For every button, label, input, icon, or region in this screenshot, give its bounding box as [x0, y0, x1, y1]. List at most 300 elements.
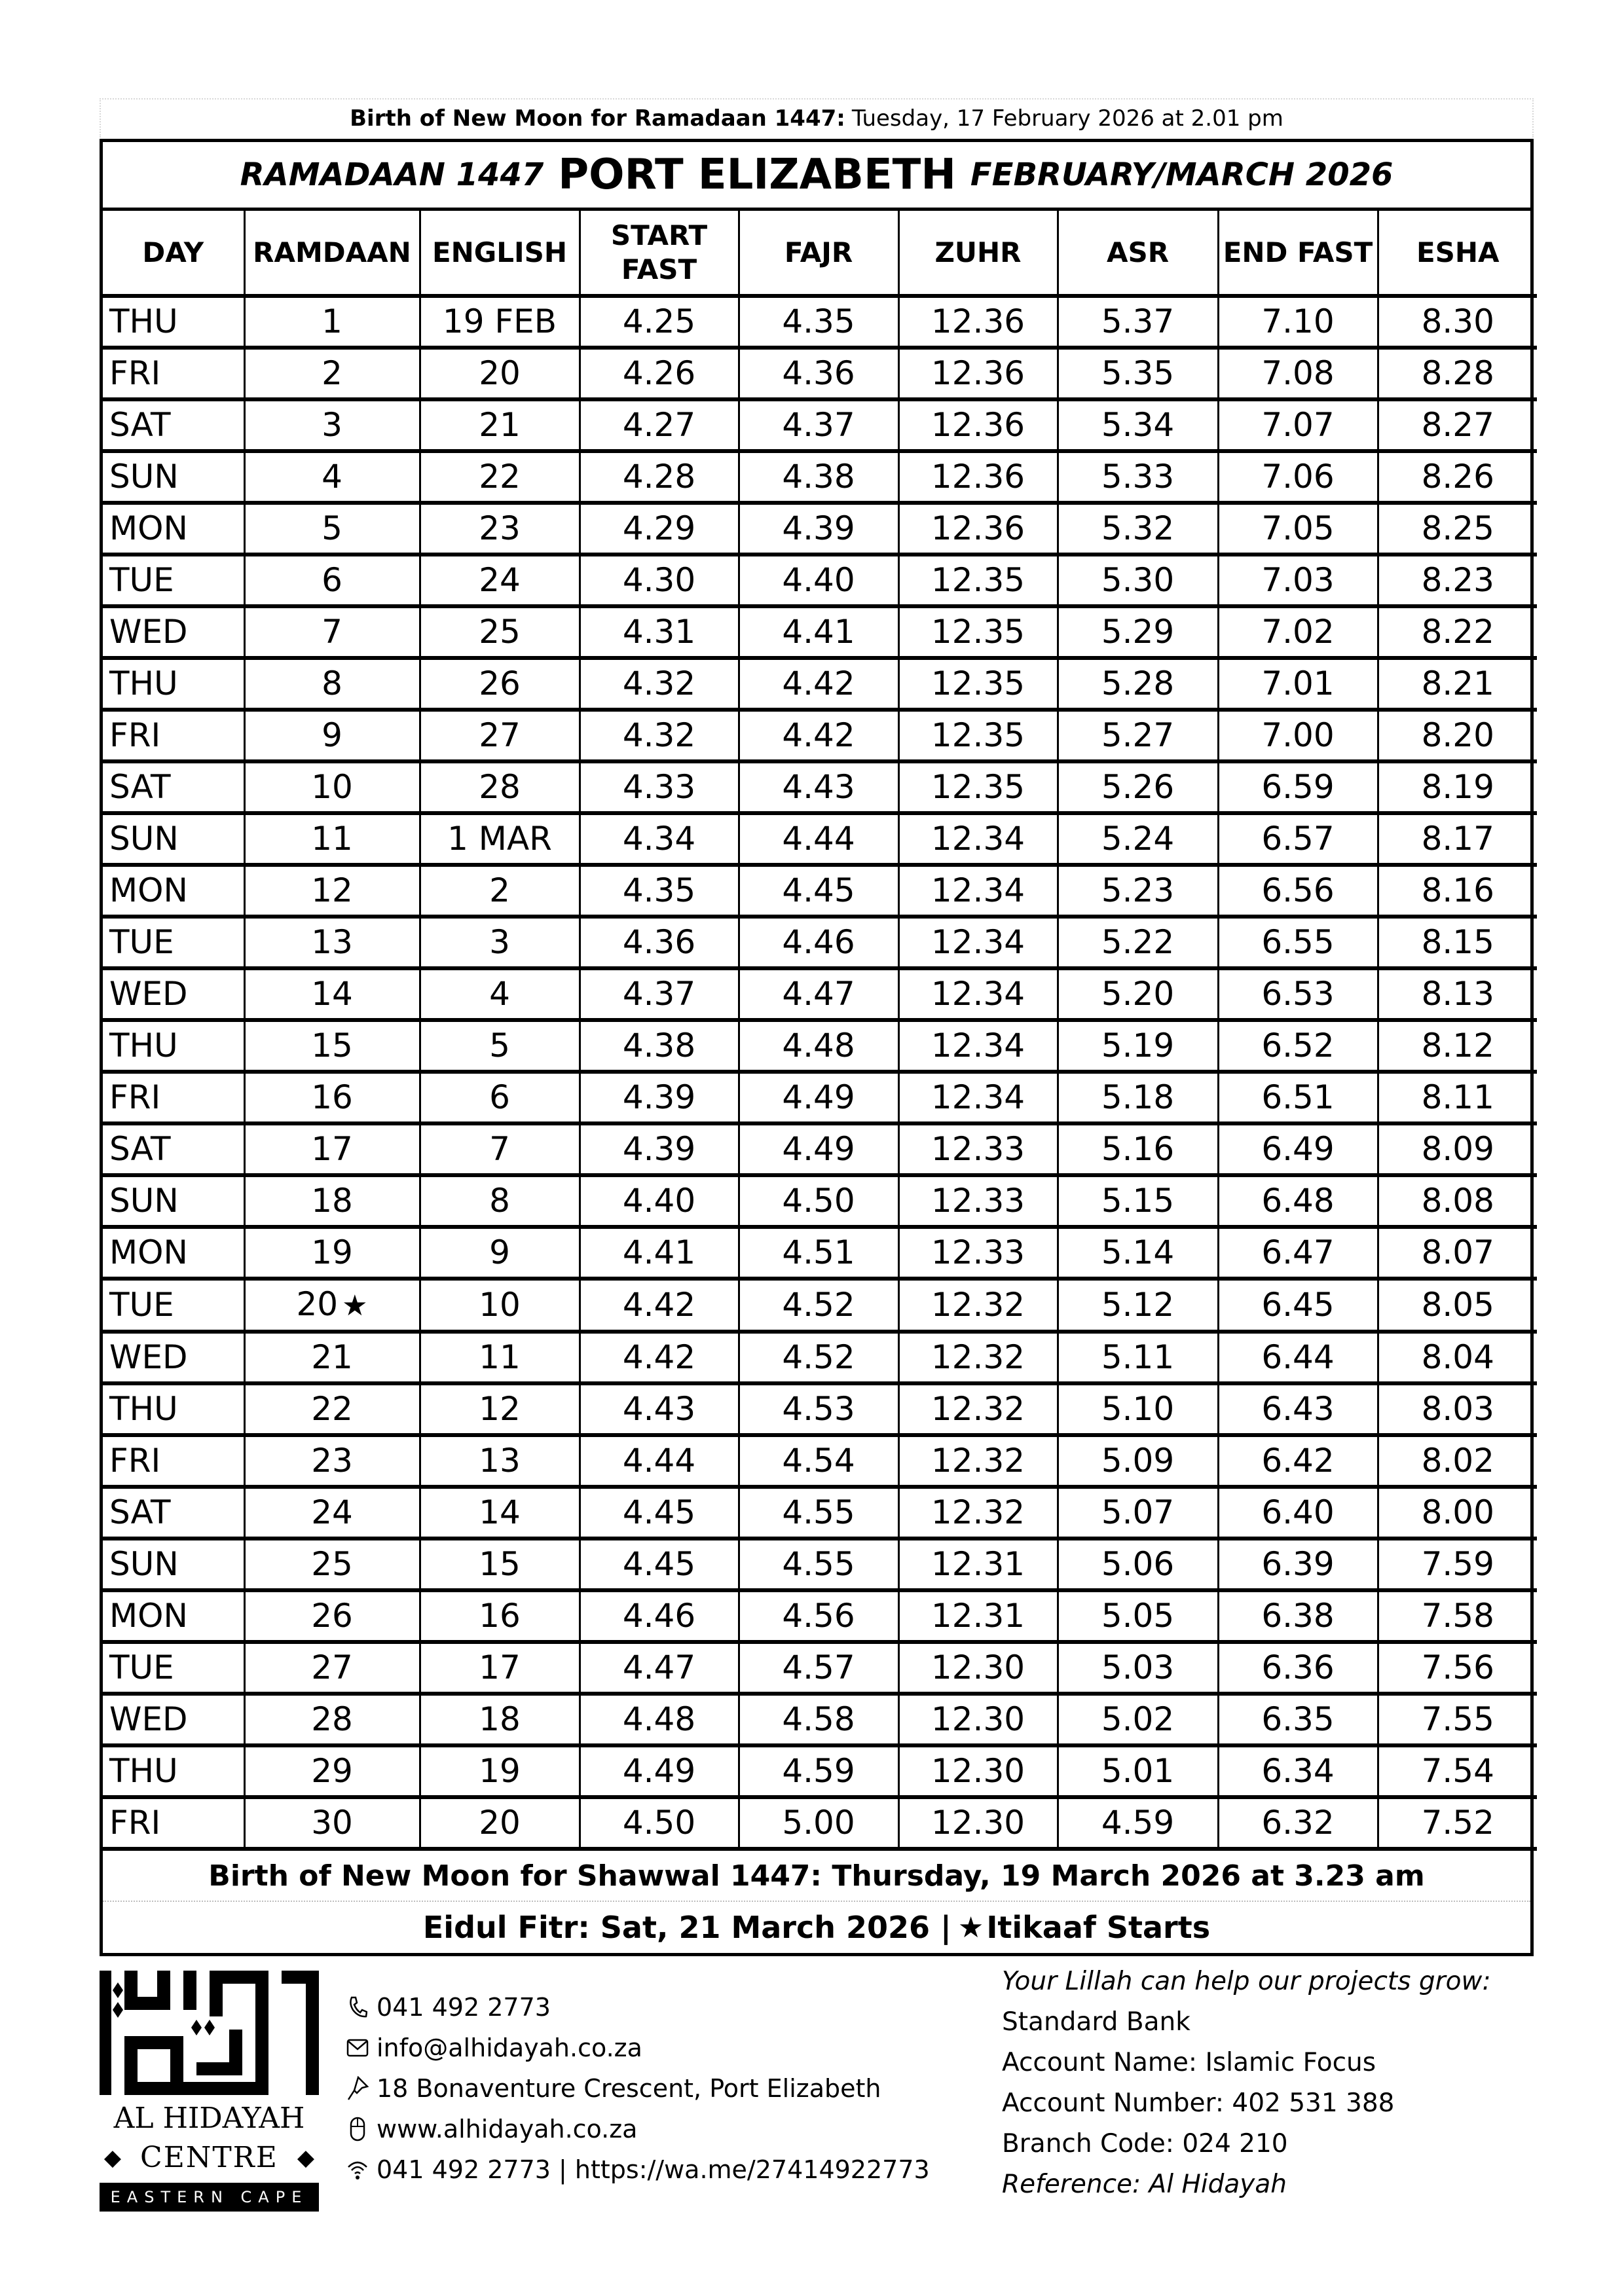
end-fast-cell: 6.44: [1218, 1332, 1378, 1383]
phone-icon: [344, 1994, 371, 2020]
day-cell: SUN: [103, 1175, 244, 1227]
start-fast-cell: 4.40: [580, 1175, 739, 1227]
end-fast-cell: 7.01: [1218, 658, 1378, 710]
zuhr-cell: 12.34: [898, 968, 1058, 1020]
day-cell: SUN: [103, 1539, 244, 1590]
fajr-cell: 4.51: [739, 1227, 898, 1279]
english-date-cell: 24: [420, 555, 580, 606]
end-fast-cell: 7.06: [1218, 451, 1378, 503]
ramadaan-day-cell: 25: [244, 1539, 420, 1590]
asr-cell: 5.12: [1058, 1279, 1218, 1332]
english-date-cell: 21: [420, 399, 580, 451]
start-fast-cell: 4.50: [580, 1797, 739, 1849]
esha-cell: 7.58: [1378, 1590, 1537, 1642]
start-fast-cell: 4.43: [580, 1383, 739, 1435]
logo-name-line1: AL HIDAYAH: [113, 2102, 305, 2135]
english-date-cell: 8: [420, 1175, 580, 1227]
asr-cell: 5.23: [1058, 865, 1218, 917]
al-hidayah-logo: [100, 1971, 319, 2219]
column-header: ASR: [1058, 211, 1218, 296]
esha-cell: 8.21: [1378, 658, 1537, 710]
ramadaan-day-cell: 17: [244, 1123, 420, 1175]
end-fast-cell: 7.03: [1218, 555, 1378, 606]
table-row: [103, 1279, 1537, 1332]
zuhr-cell: 12.30: [898, 1642, 1058, 1694]
end-fast-cell: 7.08: [1218, 348, 1378, 399]
asr-cell: 5.14: [1058, 1227, 1218, 1279]
bank-account-name: Account Name: Islamic Focus: [1002, 2047, 1376, 2077]
zuhr-cell: 12.33: [898, 1123, 1058, 1175]
end-fast-cell: 6.36: [1218, 1642, 1378, 1694]
table-row: [103, 658, 1537, 710]
zuhr-cell: 12.32: [898, 1383, 1058, 1435]
table-row: [103, 1642, 1537, 1694]
contact-whatsapp[interactable]: [344, 2149, 972, 2190]
asr-cell: 5.35: [1058, 348, 1218, 399]
table-row: [103, 296, 1537, 348]
english-date-cell: 6: [420, 1072, 580, 1123]
table-row: [103, 1332, 1537, 1383]
english-date-cell: 28: [420, 761, 580, 813]
fajr-cell: 4.42: [739, 710, 898, 761]
zuhr-cell: 12.34: [898, 813, 1058, 865]
end-fast-cell: 6.42: [1218, 1435, 1378, 1487]
end-fast-cell: 6.35: [1218, 1694, 1378, 1745]
contact-list: [344, 1987, 972, 2190]
zuhr-cell: 12.32: [898, 1435, 1058, 1487]
fajr-cell: 4.47: [739, 968, 898, 1020]
day-cell: MON: [103, 865, 244, 917]
zuhr-cell: 12.35: [898, 555, 1058, 606]
diamond-icon: ◆: [297, 2145, 315, 2171]
zuhr-cell: 12.36: [898, 451, 1058, 503]
ramadaan-day-cell: 21: [244, 1332, 420, 1383]
end-fast-cell: 6.34: [1218, 1745, 1378, 1797]
asr-cell: 5.19: [1058, 1020, 1218, 1072]
start-fast-cell: 4.45: [580, 1487, 739, 1539]
email-icon: [344, 2035, 371, 2061]
bank-account-number: Account Number: 402 531 388: [1002, 2088, 1395, 2118]
fajr-cell: 4.50: [739, 1175, 898, 1227]
day-cell: SAT: [103, 1487, 244, 1539]
end-fast-cell: 6.48: [1218, 1175, 1378, 1227]
english-date-cell: 14: [420, 1487, 580, 1539]
start-fast-cell: 4.41: [580, 1227, 739, 1279]
esha-cell: 8.30: [1378, 296, 1537, 348]
column-header: ZUHR: [898, 211, 1058, 296]
end-fast-cell: 6.39: [1218, 1539, 1378, 1590]
ramadaan-moon-note: [100, 98, 1534, 137]
title-hijri: RAMADAAN 1447: [240, 156, 544, 193]
ramadaan-day-cell: [244, 1279, 420, 1332]
esha-cell: 8.19: [1378, 761, 1537, 813]
day-cell: THU: [103, 1383, 244, 1435]
end-fast-cell: 6.52: [1218, 1020, 1378, 1072]
star-icon: ★: [957, 1910, 984, 1944]
ramadaan-day-cell: 24: [244, 1487, 420, 1539]
table-row: [103, 917, 1537, 968]
day-cell: MON: [103, 1590, 244, 1642]
esha-cell: 8.23: [1378, 555, 1537, 606]
asr-cell: 5.28: [1058, 658, 1218, 710]
logo-region: EASTERN CAPE: [100, 2183, 319, 2212]
star-icon: ★: [342, 1289, 368, 1322]
zuhr-cell: 12.34: [898, 917, 1058, 968]
start-fast-cell: 4.26: [580, 348, 739, 399]
day-cell: WED: [103, 1694, 244, 1745]
end-fast-cell: 7.00: [1218, 710, 1378, 761]
ramadaan-day-cell: 5: [244, 503, 420, 555]
column-header: ENGLISH: [420, 211, 580, 296]
table-row: [103, 865, 1537, 917]
zuhr-cell: 12.30: [898, 1797, 1058, 1849]
asr-cell: 5.03: [1058, 1642, 1218, 1694]
esha-cell: 8.12: [1378, 1020, 1537, 1072]
table-row: [103, 1123, 1537, 1175]
table-row: [103, 968, 1537, 1020]
fajr-cell: 4.38: [739, 451, 898, 503]
esha-cell: 8.05: [1378, 1279, 1537, 1332]
bank-branch-code: Branch Code: 024 210: [1002, 2128, 1288, 2159]
day-cell: THU: [103, 296, 244, 348]
fajr-cell: 4.53: [739, 1383, 898, 1435]
fajr-cell: 4.37: [739, 399, 898, 451]
start-fast-cell: 4.38: [580, 1020, 739, 1072]
ramadaan-day-cell: 9: [244, 710, 420, 761]
column-header: START FAST: [580, 211, 739, 296]
english-date-cell: 4: [420, 968, 580, 1020]
table-row: [103, 1072, 1537, 1123]
day-cell: FRI: [103, 1435, 244, 1487]
english-date-cell: 1 MAR: [420, 813, 580, 865]
day-cell: SAT: [103, 1123, 244, 1175]
table-row: [103, 1539, 1537, 1590]
ramadaan-day-cell: 12: [244, 865, 420, 917]
ramadaan-day-cell: 11: [244, 813, 420, 865]
end-fast-cell: 6.40: [1218, 1487, 1378, 1539]
ramadaan-day-cell: 6: [244, 555, 420, 606]
fajr-cell: 4.39: [739, 503, 898, 555]
esha-cell: 8.26: [1378, 451, 1537, 503]
start-fast-cell: 4.44: [580, 1435, 739, 1487]
start-fast-cell: 4.39: [580, 1072, 739, 1123]
zuhr-cell: 12.34: [898, 1020, 1058, 1072]
english-date-cell: 11: [420, 1332, 580, 1383]
day-cell: TUE: [103, 917, 244, 968]
end-fast-cell: 6.55: [1218, 917, 1378, 968]
ramadaan-day-cell: 23: [244, 1435, 420, 1487]
asr-cell: 5.11: [1058, 1332, 1218, 1383]
start-fast-cell: 4.46: [580, 1590, 739, 1642]
ramadaan-day-value: 20: [296, 1285, 339, 1323]
esha-cell: 8.22: [1378, 606, 1537, 658]
asr-cell: 5.22: [1058, 917, 1218, 968]
asr-cell: 5.18: [1058, 1072, 1218, 1123]
day-cell: FRI: [103, 710, 244, 761]
esha-cell: 7.54: [1378, 1745, 1537, 1797]
esha-cell: 8.20: [1378, 710, 1537, 761]
whatsapp-icon: [344, 2157, 371, 2183]
title-city: PORT ELIZABETH: [558, 151, 956, 199]
day-cell: WED: [103, 606, 244, 658]
ramadaan-day-cell: 2: [244, 348, 420, 399]
english-date-cell: 26: [420, 658, 580, 710]
english-date-cell: 9: [420, 1227, 580, 1279]
fajr-cell: 4.46: [739, 917, 898, 968]
esha-cell: 8.09: [1378, 1123, 1537, 1175]
start-fast-cell: 4.48: [580, 1694, 739, 1745]
english-date-cell: 23: [420, 503, 580, 555]
zuhr-cell: 12.32: [898, 1279, 1058, 1332]
english-date-cell: 13: [420, 1435, 580, 1487]
kufic-logo-mark: [100, 1971, 319, 2095]
table-row: [103, 1383, 1537, 1435]
day-cell: SAT: [103, 761, 244, 813]
ramadaan-day-cell: 27: [244, 1642, 420, 1694]
fajr-cell: 4.49: [739, 1123, 898, 1175]
start-fast-cell: 4.47: [580, 1642, 739, 1694]
contact-email[interactable]: [344, 2028, 972, 2068]
zuhr-cell: 12.33: [898, 1227, 1058, 1279]
ramadaan-day-cell: 14: [244, 968, 420, 1020]
english-date-cell: 15: [420, 1539, 580, 1590]
diamond-icon: ◆: [103, 2145, 122, 2171]
fajr-cell: 4.41: [739, 606, 898, 658]
asr-cell: 5.16: [1058, 1123, 1218, 1175]
esha-cell: 8.03: [1378, 1383, 1537, 1435]
zuhr-cell: 12.30: [898, 1694, 1058, 1745]
esha-cell: 8.04: [1378, 1332, 1537, 1383]
english-date-cell: 20: [420, 348, 580, 399]
start-fast-cell: 4.25: [580, 296, 739, 348]
zuhr-cell: 12.36: [898, 399, 1058, 451]
table-row: [103, 555, 1537, 606]
timetable-frame: [100, 139, 1534, 1956]
esha-cell: 8.17: [1378, 813, 1537, 865]
esha-cell: 8.07: [1378, 1227, 1537, 1279]
eid-note: [103, 1902, 1530, 1953]
esha-cell: 7.55: [1378, 1694, 1537, 1745]
table-row: [103, 1797, 1537, 1849]
day-cell: THU: [103, 1020, 244, 1072]
table-row: [103, 1435, 1537, 1487]
fajr-cell: 4.44: [739, 813, 898, 865]
zuhr-cell: 12.36: [898, 348, 1058, 399]
contact-email-text: info@alhidayah.co.za: [377, 2033, 642, 2062]
bank-tagline: Your Lillah can help our projects grow:: [1002, 1966, 1491, 1996]
zuhr-cell: 12.34: [898, 1072, 1058, 1123]
zuhr-cell: 12.31: [898, 1590, 1058, 1642]
ramadaan-day-cell: 10: [244, 761, 420, 813]
asr-cell: 5.20: [1058, 968, 1218, 1020]
fajr-cell: 4.59: [739, 1745, 898, 1797]
asr-cell: 5.34: [1058, 399, 1218, 451]
table-row: [103, 1227, 1537, 1279]
fajr-cell: 5.00: [739, 1797, 898, 1849]
english-date-cell: 27: [420, 710, 580, 761]
end-fast-cell: 6.51: [1218, 1072, 1378, 1123]
esha-cell: 7.56: [1378, 1642, 1537, 1694]
end-fast-cell: 7.07: [1218, 399, 1378, 451]
contact-website[interactable]: [344, 2109, 972, 2149]
english-date-cell: 19: [420, 1745, 580, 1797]
timetable-title: [103, 142, 1530, 211]
contact-phone-text: 041 492 2773: [377, 1993, 551, 2022]
fajr-cell: 4.49: [739, 1072, 898, 1123]
ramadaan-day-cell: 29: [244, 1745, 420, 1797]
logo-centre-text: CENTRE: [140, 2141, 278, 2174]
table-row: [103, 1175, 1537, 1227]
table-row: [103, 1487, 1537, 1539]
day-cell: TUE: [103, 555, 244, 606]
end-fast-cell: 7.10: [1218, 296, 1378, 348]
asr-cell: 4.59: [1058, 1797, 1218, 1849]
asr-cell: 5.37: [1058, 296, 1218, 348]
english-date-cell: 17: [420, 1642, 580, 1694]
table-row: [103, 1590, 1537, 1642]
day-cell: FRI: [103, 1072, 244, 1123]
logo-name-line2: [100, 2140, 319, 2176]
day-cell: MON: [103, 1227, 244, 1279]
ramadaan-day-cell: 30: [244, 1797, 420, 1849]
esha-cell: 8.13: [1378, 968, 1537, 1020]
english-date-cell: 3: [420, 917, 580, 968]
start-fast-cell: 4.28: [580, 451, 739, 503]
ramadaan-day-cell: 16: [244, 1072, 420, 1123]
day-cell: THU: [103, 658, 244, 710]
end-fast-cell: 6.47: [1218, 1227, 1378, 1279]
end-fast-cell: 6.38: [1218, 1590, 1378, 1642]
end-fast-cell: 6.57: [1218, 813, 1378, 865]
title-months: FEBRUARY/MARCH 2026: [970, 156, 1393, 193]
asr-cell: 5.07: [1058, 1487, 1218, 1539]
esha-cell: 8.02: [1378, 1435, 1537, 1487]
contact-address[interactable]: [344, 2068, 972, 2109]
start-fast-cell: 4.39: [580, 1123, 739, 1175]
ramadaan-day-cell: 28: [244, 1694, 420, 1745]
bank-name: Standard Bank: [1002, 2007, 1190, 2037]
fajr-cell: 4.55: [739, 1539, 898, 1590]
start-fast-cell: 4.33: [580, 761, 739, 813]
start-fast-cell: 4.32: [580, 658, 739, 710]
fajr-cell: 4.52: [739, 1279, 898, 1332]
table-row: [103, 451, 1537, 503]
zuhr-cell: 12.35: [898, 761, 1058, 813]
english-date-cell: 25: [420, 606, 580, 658]
start-fast-cell: 4.31: [580, 606, 739, 658]
zuhr-cell: 12.33: [898, 1175, 1058, 1227]
esha-cell: 8.00: [1378, 1487, 1537, 1539]
fajr-cell: 4.55: [739, 1487, 898, 1539]
fajr-cell: 4.57: [739, 1642, 898, 1694]
english-date-cell: 10: [420, 1279, 580, 1332]
start-fast-cell: 4.45: [580, 1539, 739, 1590]
start-fast-cell: 4.37: [580, 968, 739, 1020]
ramadaan-moon-value: Tuesday, 17 February 2026 at 2.01 pm: [851, 105, 1283, 132]
end-fast-cell: 6.56: [1218, 865, 1378, 917]
ramadaan-day-cell: 4: [244, 451, 420, 503]
start-fast-cell: 4.35: [580, 865, 739, 917]
day-cell: THU: [103, 1745, 244, 1797]
esha-cell: 8.16: [1378, 865, 1537, 917]
esha-cell: 8.11: [1378, 1072, 1537, 1123]
table-row: [103, 348, 1537, 399]
zuhr-cell: 12.34: [898, 865, 1058, 917]
asr-cell: 5.33: [1058, 451, 1218, 503]
esha-cell: 8.25: [1378, 503, 1537, 555]
zuhr-cell: 12.35: [898, 710, 1058, 761]
contact-address-text: 18 Bonaventure Crescent, Port Elizabeth: [377, 2074, 881, 2103]
end-fast-cell: 6.53: [1218, 968, 1378, 1020]
ramadaan-day-cell: 7: [244, 606, 420, 658]
english-date-cell: 18: [420, 1694, 580, 1745]
end-fast-cell: 6.59: [1218, 761, 1378, 813]
esha-cell: 8.28: [1378, 348, 1537, 399]
contact-whatsapp-text: 041 492 2773 | https://wa.me/27414922773: [377, 2155, 930, 2184]
asr-cell: 5.27: [1058, 710, 1218, 761]
contact-website-text: www.alhidayah.co.za: [377, 2115, 638, 2143]
end-fast-cell: 6.43: [1218, 1383, 1378, 1435]
zuhr-cell: 12.32: [898, 1487, 1058, 1539]
ramadaan-day-cell: 1: [244, 296, 420, 348]
ramadaan-day-cell: 26: [244, 1590, 420, 1642]
start-fast-cell: 4.49: [580, 1745, 739, 1797]
asr-cell: 5.05: [1058, 1590, 1218, 1642]
fajr-cell: 4.36: [739, 348, 898, 399]
day-cell: TUE: [103, 1279, 244, 1332]
asr-cell: 5.09: [1058, 1435, 1218, 1487]
table-row: [103, 1020, 1537, 1072]
day-cell: SAT: [103, 399, 244, 451]
fajr-cell: 4.52: [739, 1332, 898, 1383]
column-header: ESHA: [1378, 211, 1537, 296]
day-cell: SUN: [103, 813, 244, 865]
esha-cell: 8.08: [1378, 1175, 1537, 1227]
day-cell: TUE: [103, 1642, 244, 1694]
fajr-cell: 4.58: [739, 1694, 898, 1745]
column-header: DAY: [103, 211, 244, 296]
day-cell: FRI: [103, 1797, 244, 1849]
start-fast-cell: 4.42: [580, 1332, 739, 1383]
ramadaan-moon-label: Birth of New Moon for Ramadaan 1447:: [350, 105, 845, 132]
asr-cell: 5.10: [1058, 1383, 1218, 1435]
pin-icon: [344, 2075, 371, 2102]
zuhr-cell: 12.35: [898, 606, 1058, 658]
start-fast-cell: 4.32: [580, 710, 739, 761]
start-fast-cell: 4.27: [580, 399, 739, 451]
table-row: [103, 399, 1537, 451]
table-row: [103, 1745, 1537, 1797]
day-cell: MON: [103, 503, 244, 555]
contact-phone[interactable]: [344, 1987, 972, 2028]
esha-cell: 8.27: [1378, 399, 1537, 451]
zuhr-cell: 12.36: [898, 296, 1058, 348]
asr-cell: 5.26: [1058, 761, 1218, 813]
asr-cell: 5.32: [1058, 503, 1218, 555]
ramadaan-day-cell: 13: [244, 917, 420, 968]
fajr-cell: 4.54: [739, 1435, 898, 1487]
end-fast-cell: 6.32: [1218, 1797, 1378, 1849]
english-date-cell: 22: [420, 451, 580, 503]
day-cell: WED: [103, 968, 244, 1020]
start-fast-cell: 4.42: [580, 1279, 739, 1332]
english-date-cell: 7: [420, 1123, 580, 1175]
start-fast-cell: 4.36: [580, 917, 739, 968]
timetable: [103, 211, 1537, 1851]
zuhr-cell: 12.36: [898, 503, 1058, 555]
mouse-icon: [344, 2116, 371, 2142]
column-header: RAMDAAN: [244, 211, 420, 296]
